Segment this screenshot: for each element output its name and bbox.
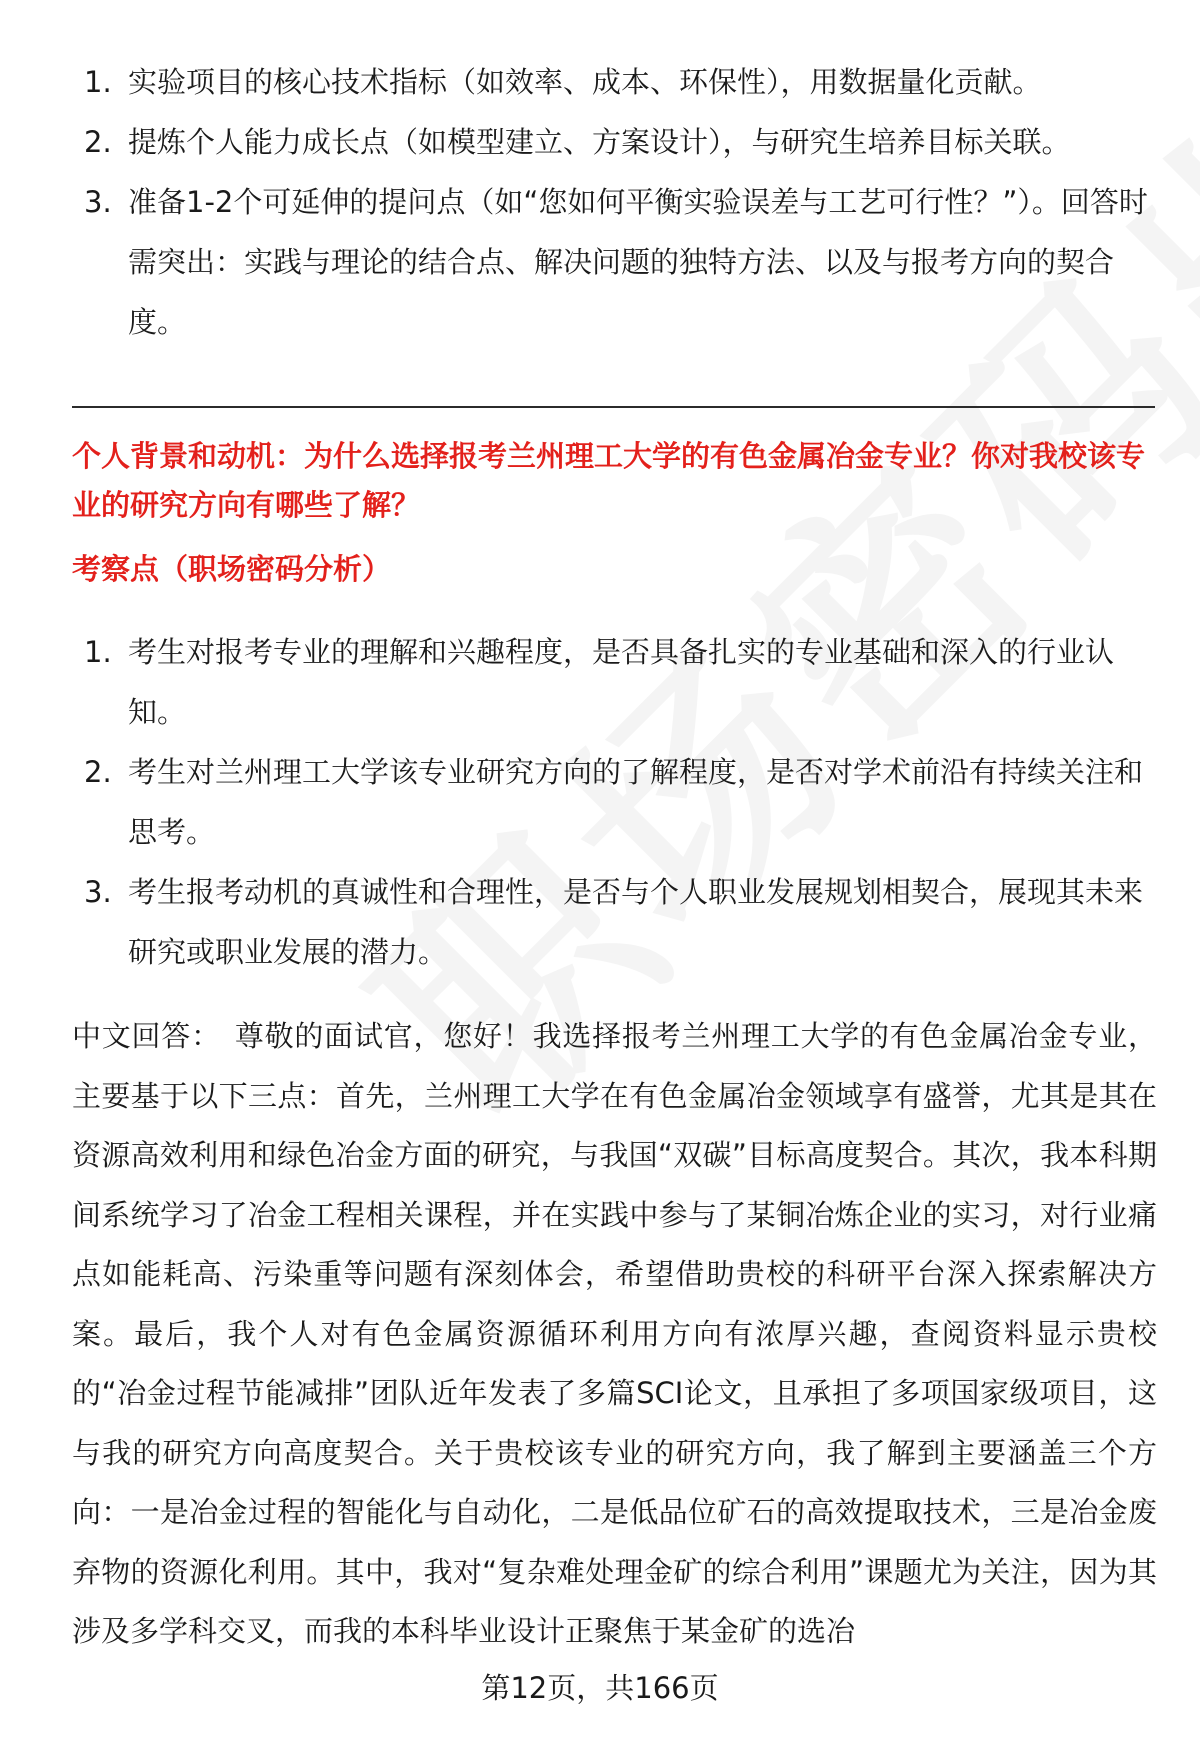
answer-paragraph <box>72 1007 1157 1662</box>
page-indicator: 第12页，共166页 <box>481 1671 719 1705</box>
list-text: 实验项目的核心技术指标（如效率、成本、环保性），用数据量化贡献。 <box>128 65 1042 99</box>
top-numbered-list <box>72 52 1152 352</box>
list-item <box>72 622 1152 742</box>
question-heading: 个人背景和动机：为什么选择报考兰州理工大学的有色金属冶金专业？你对我校该专业的研究方向有哪些了解？ <box>72 439 1146 522</box>
list-text: 准备1-2个可延伸的提问点（如“您如何平衡实验误差与工艺可行性？”）。回答时需突出：实践与理论的结合点、解决问题的独特方法、以及与报考方向的契合度。 <box>128 185 1148 339</box>
answer-label: 中文回答： <box>72 1019 221 1053</box>
list-item <box>72 862 1152 982</box>
assessment-points-list <box>72 622 1152 982</box>
list-number: 3. <box>84 875 112 909</box>
list-number: 2. <box>84 755 112 789</box>
section-divider <box>72 406 1155 408</box>
assessment-points-heading: 考察点（职场密码分析） <box>72 552 392 586</box>
list-item <box>72 112 1152 172</box>
list-number: 2. <box>84 125 112 159</box>
list-item <box>72 172 1152 352</box>
list-number: 3. <box>84 185 112 219</box>
list-text: 考生对兰州理工大学该专业研究方向的了解程度，是否对学术前沿有持续关注和思考。 <box>128 755 1144 849</box>
list-text: 提炼个人能力成长点（如模型建立、方案设计），与研究生培养目标关联。 <box>128 125 1071 159</box>
list-number: 1. <box>84 635 112 669</box>
list-text: 考生对报考专业的理解和兴趣程度，是否具备扎实的专业基础和深入的行业认知。 <box>128 635 1115 729</box>
list-number: 1. <box>84 65 112 99</box>
list-item <box>72 742 1152 862</box>
answer-text: 尊敬的面试官，您好！我选择报考兰州理工大学的有色金属冶金专业，主要基于以下三点：首先，兰州理工大学在有色金属冶金领域享有盛誉，尤其是其在资源高效利用和绿色冶金方面的研究，与我国“双碳”目标高度契合。其次，我本科期间系统学习了冶金工程相关课程，并在实践中参与了某铜冶炼企业的实习，对行业痛点如能耗高、污染重等问题有深刻体会，希望借助贵校的科研平台深入探索解决方案。最后，我个人对有色金属资源循环利用方向有浓厚兴趣，查阅资料显示贵校的“冶金过程节能减排”团队近年发表了多篇SCI论文，且承担了多项国家级项目，这与我的研究方向高度契合。关于贵校该专业的研究方向，我了解到主要涵盖三个方向：一是冶金过程的智能化与自动化，二是低品位矿石的高效提取技术，三是冶金废弃物的资源化利用。其中，我对“复杂难处理金矿的综合利用”课题尤为关注，因为其涉及多学科交叉，而我的本科毕业设计正聚焦于某金矿的选冶 <box>72 1019 1157 1648</box>
list-item <box>72 52 1152 112</box>
list-text: 考生报考动机的真诚性和合理性，是否与个人职业发展规划相契合，展现其未来研究或职业发展的潜力。 <box>128 875 1144 969</box>
